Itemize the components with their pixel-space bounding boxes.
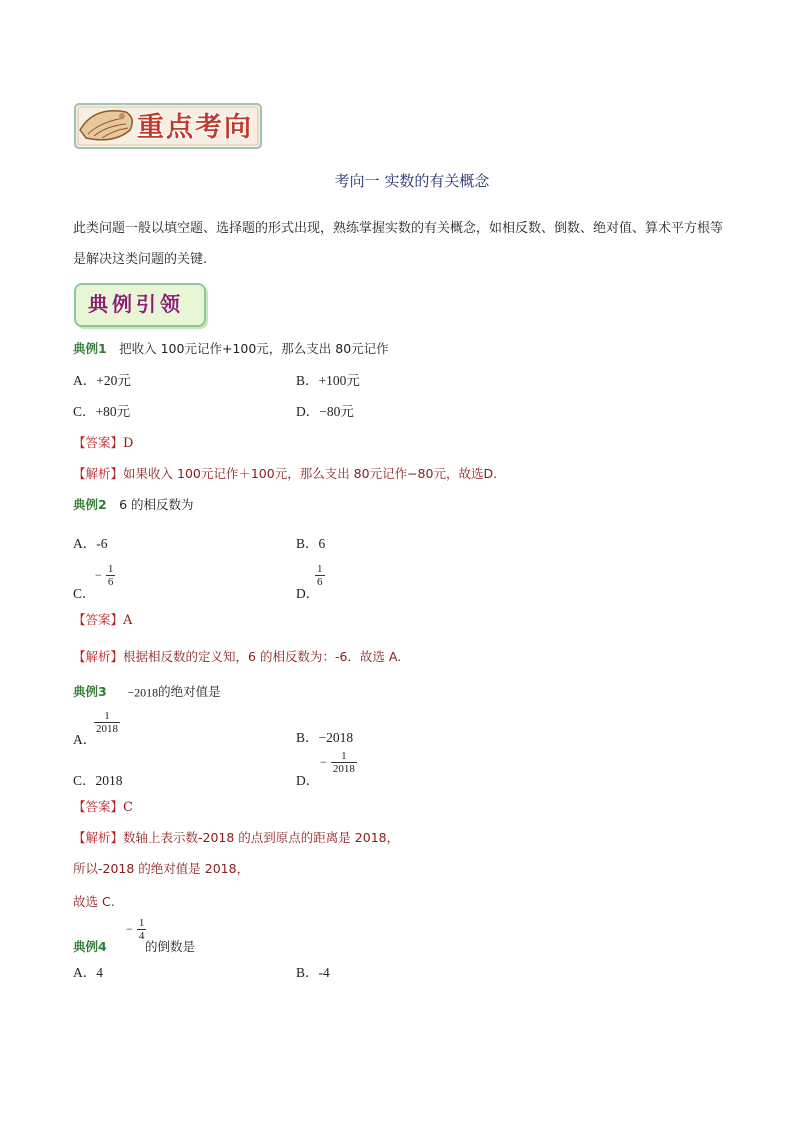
banner-title: 重点考向 xyxy=(137,112,253,143)
example-4-label-row xyxy=(73,938,107,957)
example-1-analysis xyxy=(73,465,497,484)
option-a: A．4 xyxy=(73,965,103,980)
example-3-question xyxy=(73,683,221,702)
analysis-text: 数轴上表示数-2018 的点到原点的距离是 2018， xyxy=(123,830,400,845)
option-c: C．2018 xyxy=(73,773,123,788)
example-2-analysis xyxy=(73,648,401,667)
option-b: B．−2018 xyxy=(296,730,354,745)
analysis-label: 【解析】 xyxy=(73,649,124,664)
answer-value: D xyxy=(123,436,134,451)
analysis-text: 如果收入 100元记作＋100元，那么支出 80元记作−80元，故选D. xyxy=(123,466,498,481)
answer-label: 【答案】 xyxy=(73,612,124,627)
option-a: A．-6 xyxy=(73,536,108,551)
option-c-fraction: − $\frac{1}{6}$ xyxy=(95,563,114,588)
analysis-label: 【解析】 xyxy=(73,466,124,481)
option-d: D． xyxy=(296,773,320,788)
answer-label: 【答案】 xyxy=(73,799,124,814)
analysis-line-3: 故选 C. xyxy=(73,894,115,909)
question-text: 的倒数是 xyxy=(145,939,196,954)
example-label: 典例1 xyxy=(73,341,107,356)
option-b: B．+100元 xyxy=(296,373,360,388)
answer-label: 【答案】 xyxy=(73,435,124,450)
example-3-answer xyxy=(73,798,133,817)
answer-value: C xyxy=(123,800,133,815)
option-a: A．+20元 xyxy=(73,373,131,388)
example-3-analysis xyxy=(73,829,399,848)
example-label: 典例3 xyxy=(73,684,107,699)
section-title: 考向一 实数的有关概念 xyxy=(334,172,490,190)
option-d: D．−80元 xyxy=(296,404,354,419)
analysis-text: 根据相反数的定义知，6 的相反数为：-6．故选 A. xyxy=(123,649,402,664)
example-2-question xyxy=(73,496,194,515)
answer-value: A xyxy=(123,613,133,628)
option-c: C． xyxy=(73,586,96,601)
question-text: 把收入 100元记作+100元，那么支出 80元记作 xyxy=(119,341,389,356)
option-d-fraction: $\frac{1}{6}$ xyxy=(317,563,323,588)
analysis-label: 【解析】 xyxy=(73,830,124,845)
question-text: 的绝对值是 xyxy=(158,684,221,699)
option-b: B．-4 xyxy=(296,965,330,980)
option-c: C．+80元 xyxy=(73,404,131,419)
intro-paragraph: 此类问题一般以填空题、选择题的形式出现，熟练掌握实数的有关概念，如相反数、倒数、绝对值、算术平方根等是解决这类问题的关键. xyxy=(73,221,724,267)
option-d-fraction: − $\frac{1}{2018}$ xyxy=(320,750,355,775)
option-a-fraction: $\frac{1}{2018}$ xyxy=(96,710,118,735)
option-d: D． xyxy=(296,586,320,601)
example-2-answer xyxy=(73,611,132,630)
example-1-question xyxy=(73,340,389,359)
analysis-line-2: 所以-2018 的绝对值是 2018， xyxy=(73,861,250,876)
question-text: 6 的相反数为 xyxy=(119,497,194,512)
question-fraction: − $\frac{1}{4}$ xyxy=(126,917,145,942)
option-a: A． xyxy=(73,732,97,747)
question-number: −2018 xyxy=(127,685,159,700)
example-1-answer xyxy=(73,434,133,453)
option-b: B．6 xyxy=(296,536,326,551)
example-label: 典例2 xyxy=(73,497,107,512)
example-tag-label: 典例引领 xyxy=(88,292,184,316)
example-label: 典例4 xyxy=(73,939,107,954)
